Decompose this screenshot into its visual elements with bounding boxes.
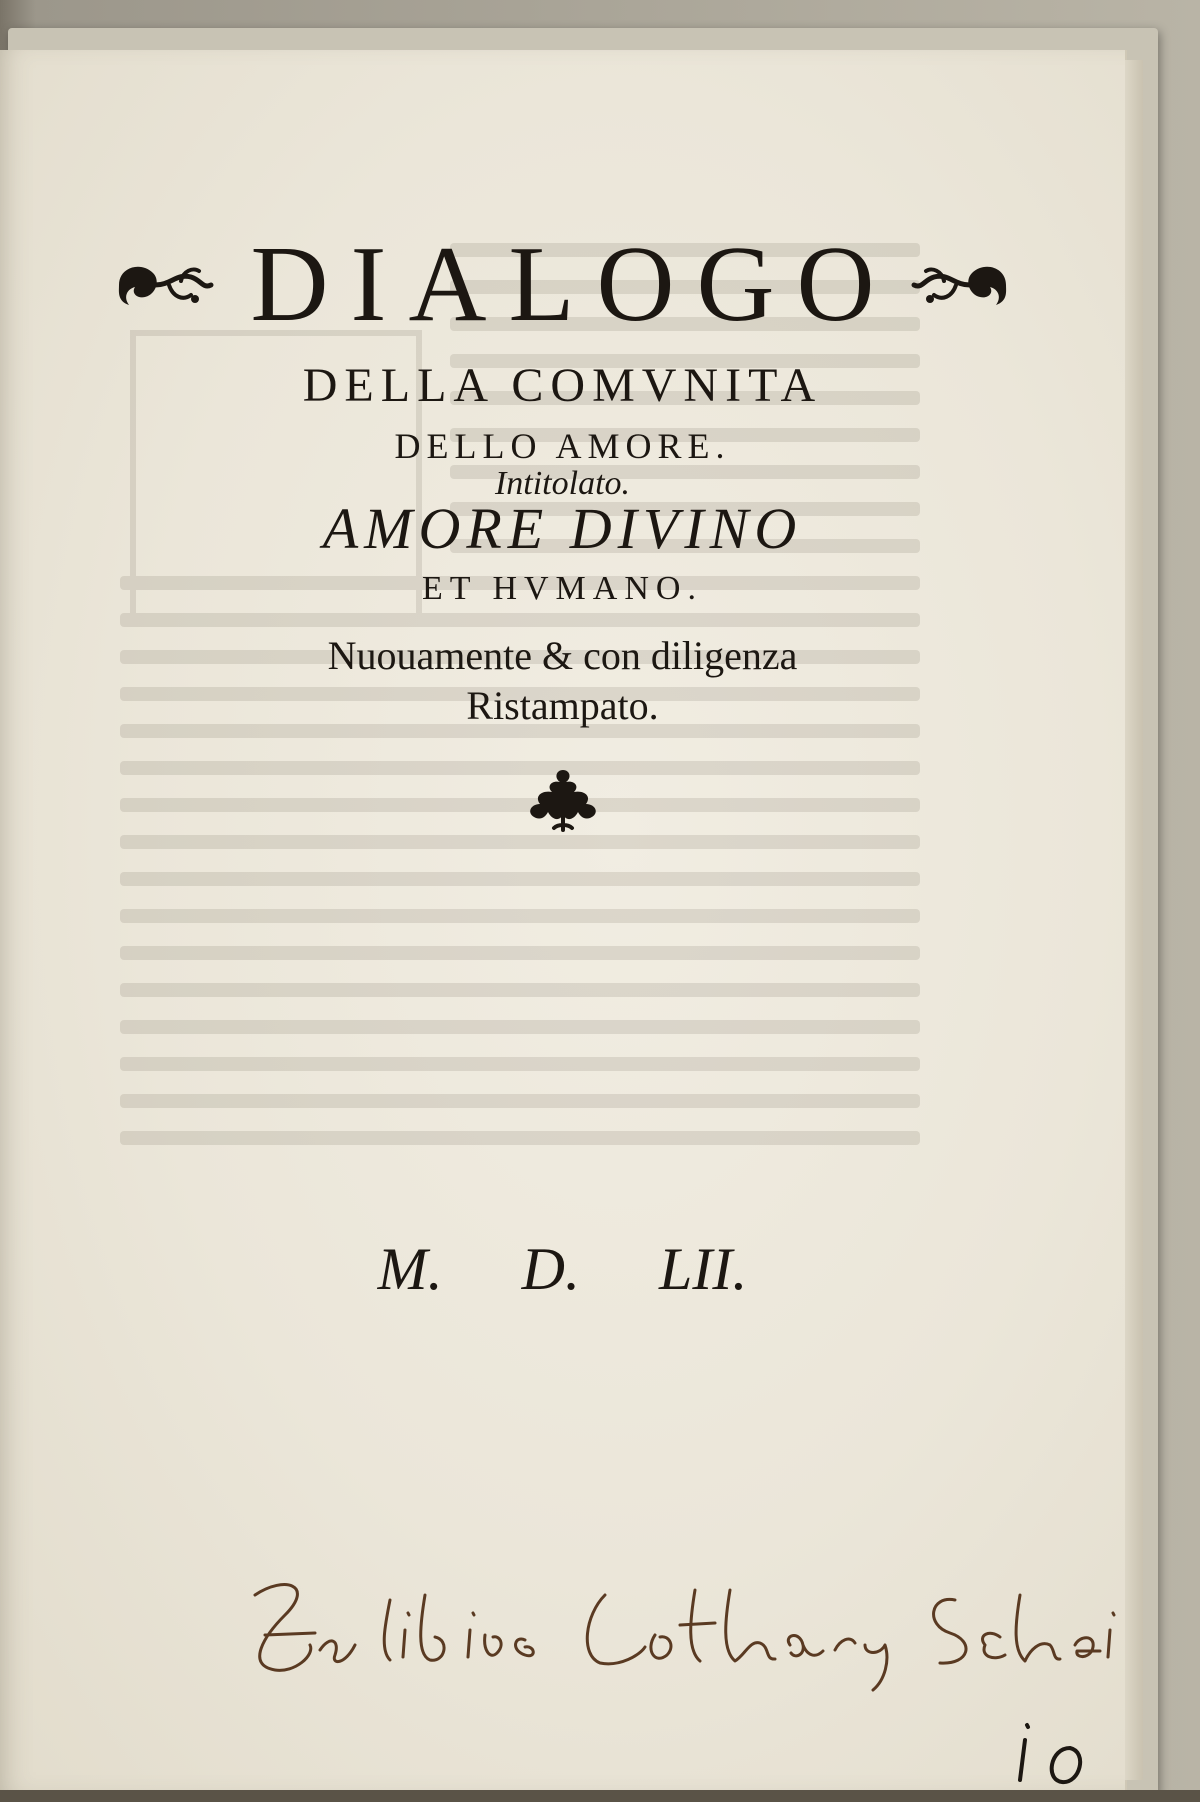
printer-ornament-icon	[518, 762, 608, 837]
scan-bottom-edge	[0, 1790, 1200, 1802]
fleuron-left-icon	[111, 255, 221, 315]
ex-libris-inscription	[225, 1555, 1125, 1695]
title-page-content	[0, 50, 1125, 1790]
imprint-date: M. D. LII.	[377, 1236, 748, 1302]
fleuron-right-icon	[904, 255, 1014, 315]
title-row	[0, 215, 1125, 355]
subtitle-amore-divino: AMORE DIVINO	[322, 496, 803, 561]
edition-note-line-1: Nuouamente & con diligenza	[327, 633, 798, 678]
page-edge	[1125, 60, 1143, 1780]
subtitle-et-humano: ET HVMANO.	[422, 570, 703, 607]
subtitle-line-2: DELLO AMORE.	[394, 426, 731, 466]
page-title: DIALOGO	[250, 225, 897, 344]
subtitle-line-1: DELLA COMVNITA	[302, 359, 823, 412]
subtitle-intitolato: Intitolato.	[494, 465, 631, 502]
folio-number	[1000, 1710, 1110, 1790]
title-page	[0, 50, 1127, 1792]
edition-note-line-2: Ristampato.	[466, 683, 659, 728]
printer-ornament	[0, 762, 1125, 842]
